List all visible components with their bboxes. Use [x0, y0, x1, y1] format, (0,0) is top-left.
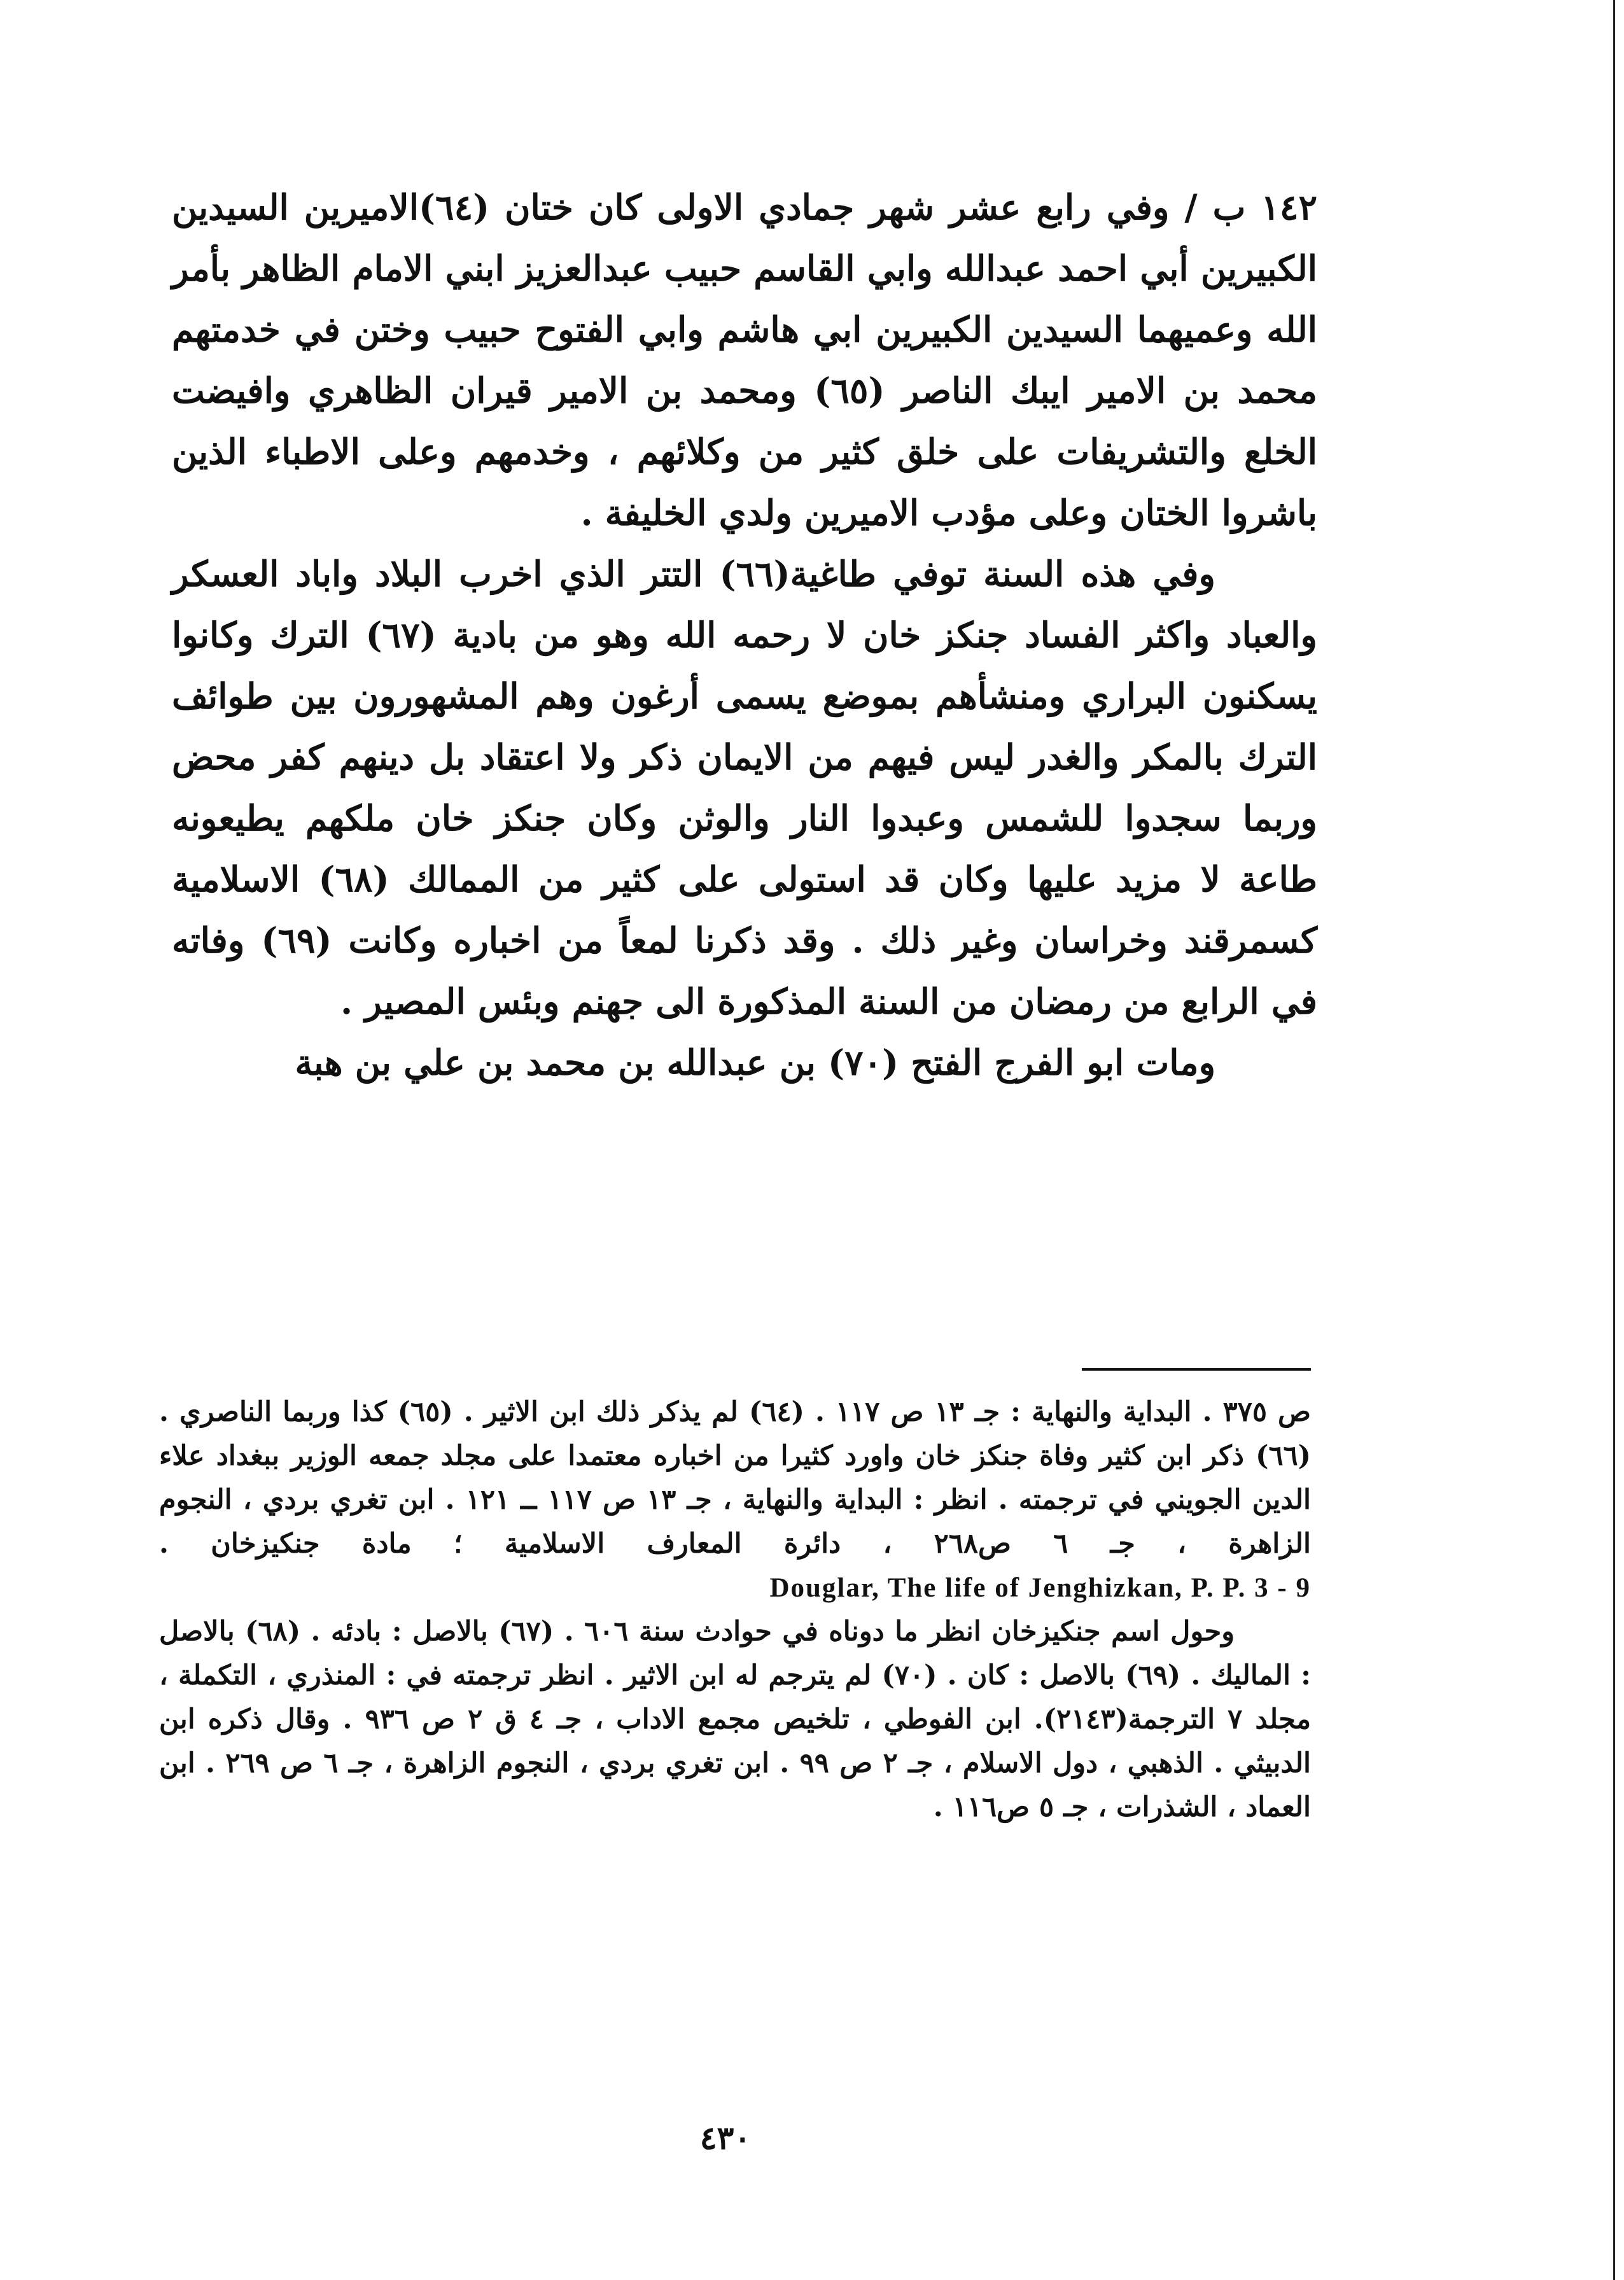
paragraph-2: وفي هذه السنة توفي طاغية(٦٦) التتر الذي اخرب البلاد واباد العسكر والعباد واكثر الفساد جنكز خان لا رحمه الله وهو من بادية (٦٧) الترك وكانوا يسكنون البراري ومنشأهم بموضع يسمى أرغون وهم المشهورون بين طوائف الترك بالمكر والغدر ليس فيهم من الايمان ذكر ولا اعتقاد بل دينهم كفر محض وربما سجدوا للشمس وعبدوا النار والوثن وكان جنكز خان ملكهم يطيعونه طاعة لا مزيد عليها وكان قد استولى على كثير من الممالك (٦٨) الاسلامية كسمرقند وخراسان وغير ذلك . وقد ذكرنا لمعاً من اخباره وكانت (٦٩) وفاته في الرابع من رمضان من السنة المذكورة الى جهنم وبئس المصير . — [172, 553, 1318, 1022]
footnote-separator — [1082, 1368, 1311, 1371]
page-edge-border — [1613, 0, 1615, 2280]
main-text — [172, 177, 1317, 1093]
page-number: ٤٣٠ — [699, 2119, 752, 2157]
footnote-text-1: ص ٣٧٥ . البداية والنهاية : جـ ١٣ ص ١١٧ . (٦٤) لم يذكر ذلك ابن الاثير . (٦٥) كذا وربما الناصري . (٦٦) ذكر ابن كثير وفاة جنكز خان واورد كثيرا من اخباره معتمدا على مجلد جمعه الوزير ببغداد علاء الدين الجويني في ترجمته . انظر : البداية والنهاية ، جـ ١٣ ص ١١٧ ــ ١٢١ . ابن تغري بردي ، النجوم الزاهرة ، جـ ٦ ص٢٦٨ ، دائرة المعارف الاسلامية ؛ مادة جنكيزخان . — [159, 1396, 1311, 1560]
footnote-block-1 — [159, 1390, 1311, 1610]
footnotes — [159, 1390, 1311, 1829]
paragraph-3: ومات ابو الفرج الفتح (٧٠) بن عبدالله بن محمد بن علي بن هبة — [295, 1042, 1215, 1083]
paragraph-1: ١٤٢ ب / وفي رابع عشر شهر جمادي الاولى كان ختان (٦٤)الاميرين السيدين الكبيرين أبي احمد عبدالله وابي القاسم حبيب عبدالعزيز ابني الامام الظاهر بأمر الله وعميهما السيدين الكبيرين ابي هاشم وابي الفتوح حبيب وختن في خدمتهم محمد بن الامير ايبك الناصر (٦٥) ومحمد بن الامير قيران الظاهري وافيضت الخلع والتشريفات على خلق كثير من وكلائهم ، وخدمهم وعلى الاطباء الذين باشروا الختان وعلى مؤدب الاميرين ولدي الخليفة . — [172, 186, 1317, 533]
footnote-latin-reference: Douglar, The life of Jenghizkan, P. P. 3 - 9 — [769, 1573, 1311, 1603]
footnote-block-2: وحول اسم جنكيزخان انظر ما دوناه في حوادث سنة ٦٠٦ . (٦٧) بالاصل : بادئه . (٦٨) بالاصل : الماليك . (٦٩) بالاصل : كان . (٧٠) لم يترجم له ابن الاثير . انظر ترجمته في : المنذري ، التكملة ، مجلد ٧ الترجمة(٢١٤٣). ابن الفوطي ، تلخيص مجمع الاداب ، جـ ٤ ق ٢ ص ٩٣٦ . وقال ذكره ابن الدبيثي . الذهبي ، دول الاسلام ، جـ ٢ ص ٩٩ . ابن تغري بردي ، النجوم الزاهرة ، جـ ٦ ص ٢٦٩ . ابن العماد ، الشذرات ، جـ ٥ ص١١٦ . — [159, 1616, 1312, 1823]
